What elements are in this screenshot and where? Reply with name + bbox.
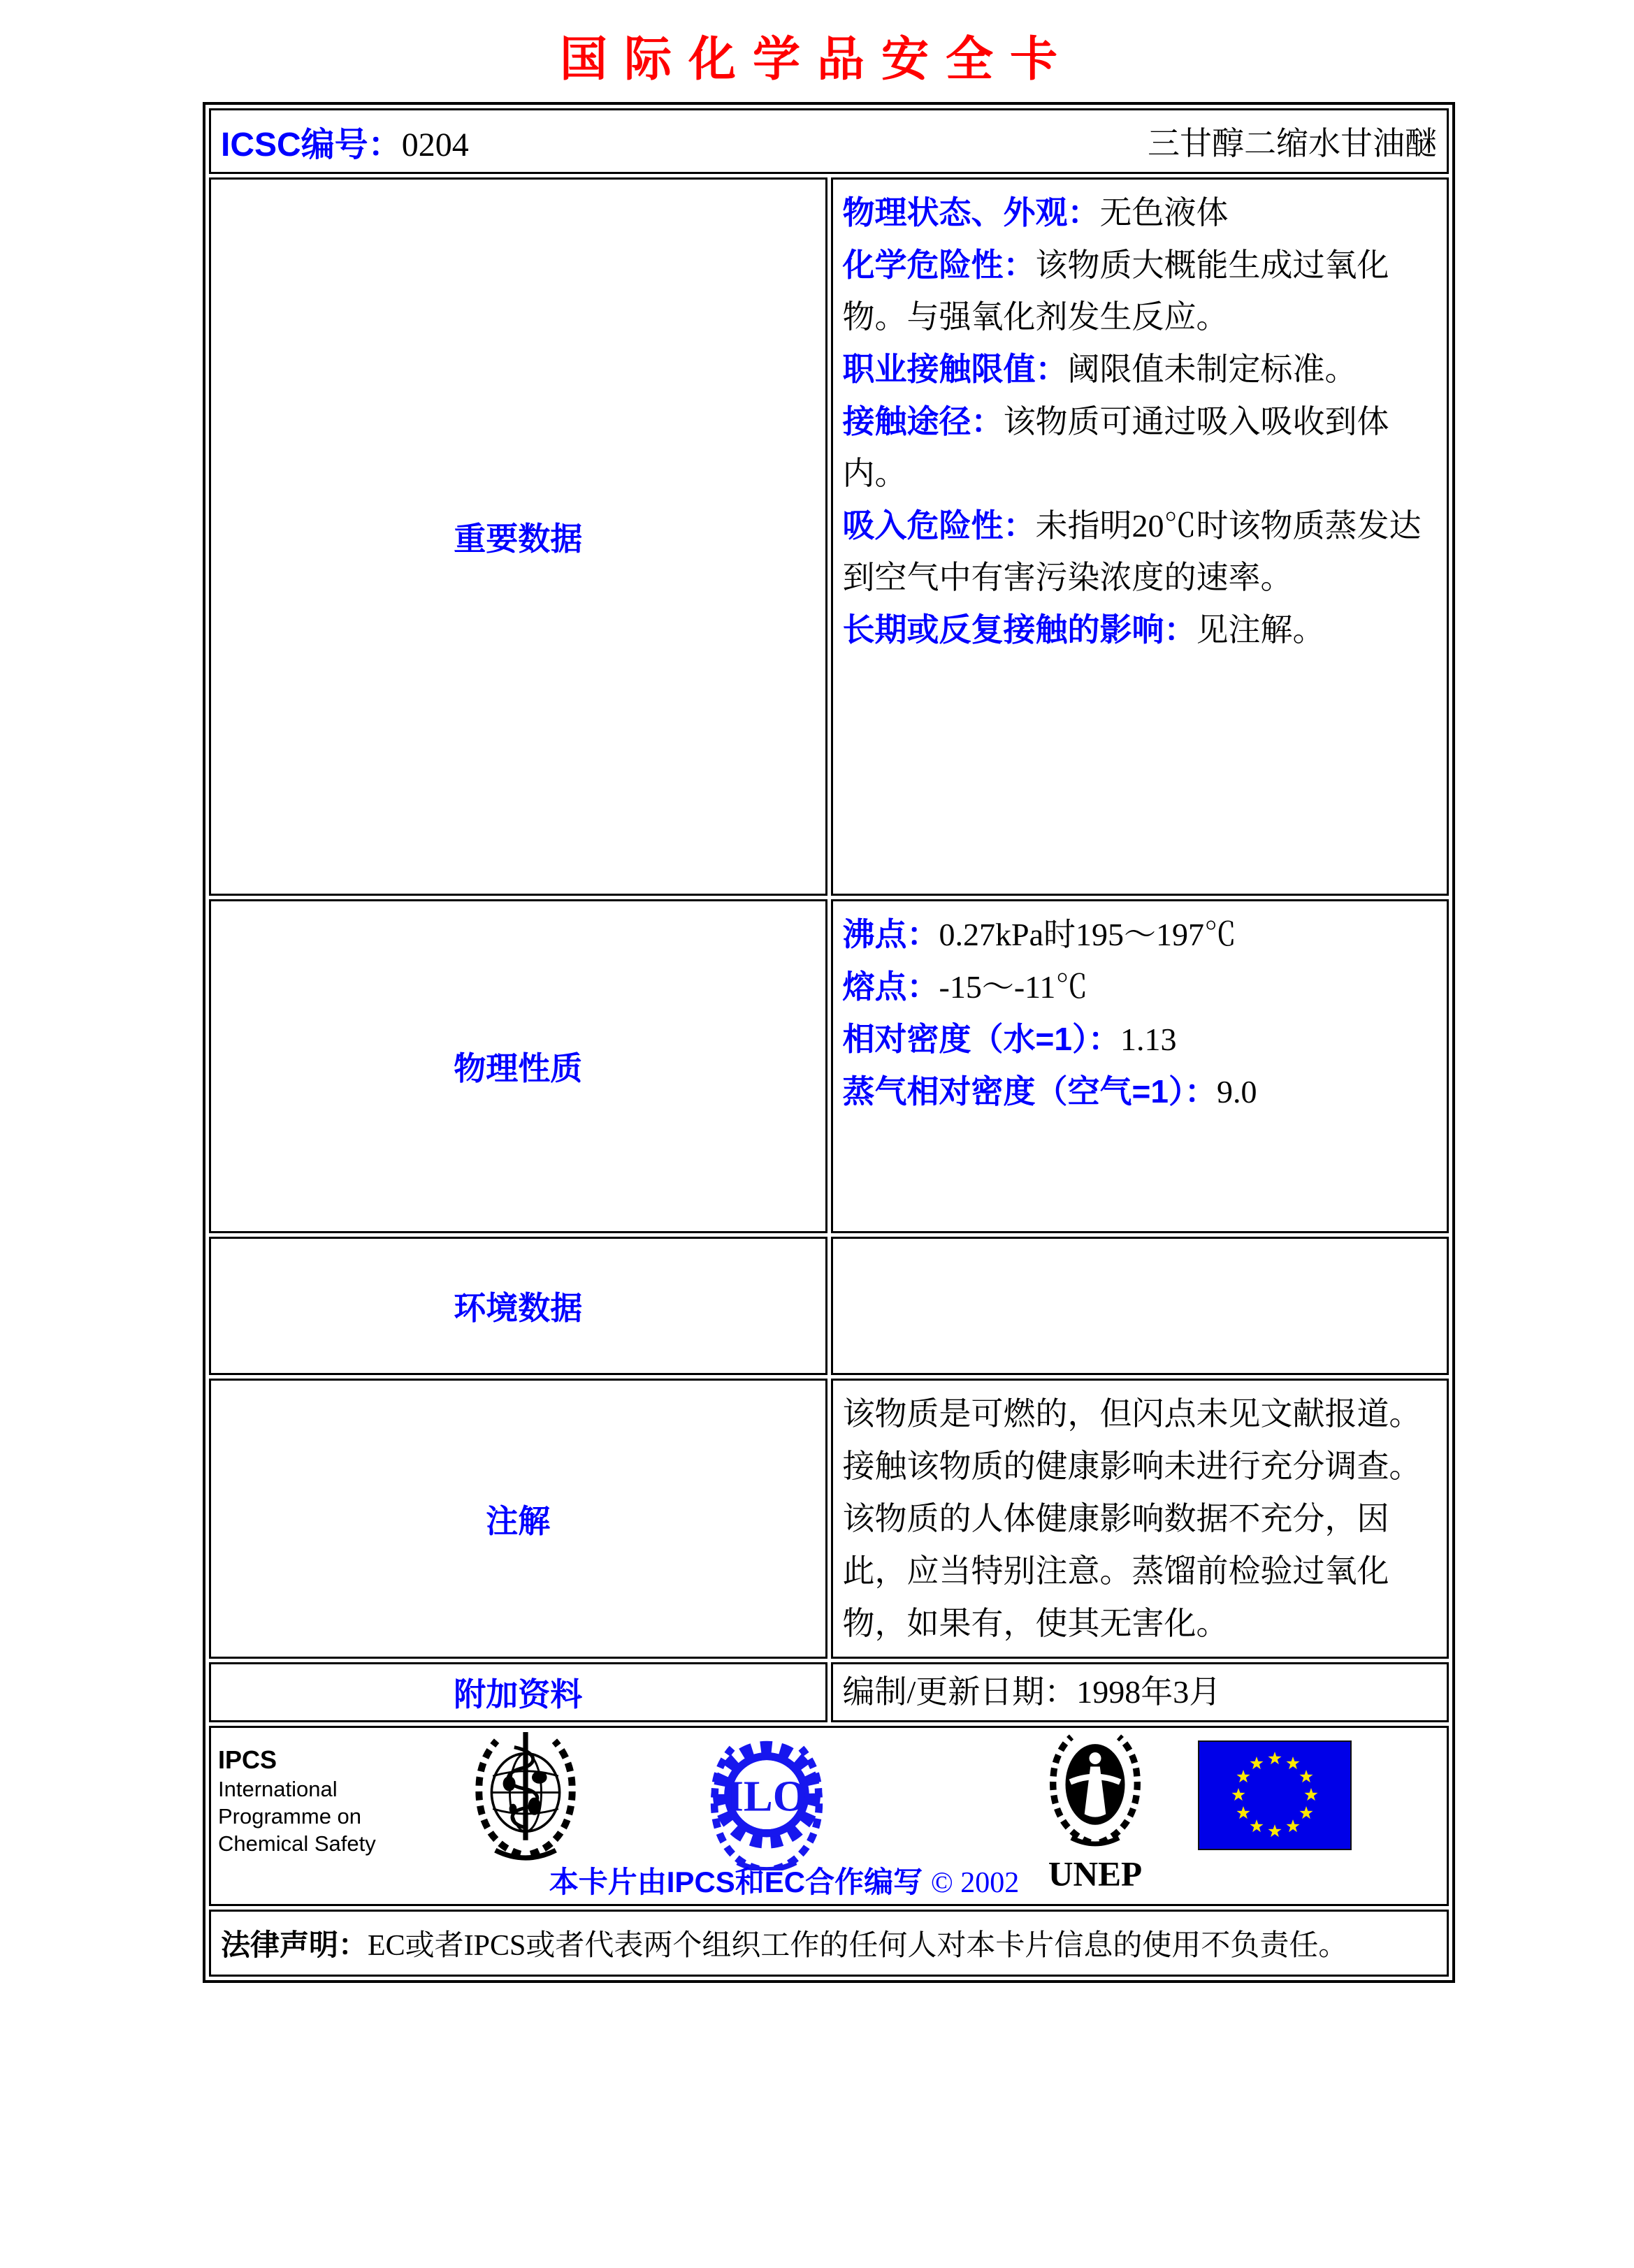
section-label-physical-properties: 物理性质: [209, 899, 827, 1233]
important-data-item: 吸入危险性：未指明20℃时该物质蒸发达到空气中有害污染浓度的速率。: [842, 507, 1422, 595]
copyright-text: © 2002: [930, 1867, 1020, 1899]
important-data-item: 物理状态、外观：无色液体: [842, 194, 1229, 231]
physical-property-item: 相对密度（水=1）：1.13: [842, 1021, 1177, 1057]
section-content-notes: [831, 1379, 1449, 1659]
ipcs-acronym: IPCS: [218, 1745, 277, 1774]
icsc-number-label: ICSC编号：: [221, 126, 402, 163]
section-content-physical-properties: [831, 899, 1449, 1233]
section-content-important-data: [831, 177, 1449, 896]
icsc-number-value: 0204: [401, 126, 469, 163]
important-data-item: 化学危险性：该物质大概能生成过氧化物。与强氧化剂发生反应。: [842, 247, 1389, 335]
ilo-logo-icon: [700, 1736, 833, 1874]
unep-wordmark: UNEP: [1048, 1854, 1143, 1893]
notes-paragraph: 该物质是可燃的，但闪点未见文献报道。接触该物质的健康影响未进行充分调查。该物质的人体健康影响数据不充分，因此，应当特别注意。蒸馏前检验过氧化物，如果有，使其无害化。: [842, 1396, 1422, 1641]
icsc-card-table: [203, 102, 1455, 1983]
ilo-wordmark: ILO: [726, 1771, 807, 1821]
physical-property-item: 熔点：-15～-11℃: [842, 968, 1088, 1005]
ipcs-text-block: IPCS International Programme on Chemical Safety: [218, 1745, 376, 1856]
organizations-footer: [209, 1726, 1449, 1906]
update-date-value: 1998年3月: [1076, 1674, 1222, 1710]
eu-flag-icon: [1198, 1740, 1352, 1854]
important-data-item: 接触途径：该物质可通过吸入吸收到体内。: [842, 403, 1389, 491]
card-header-row: [209, 108, 1449, 174]
icsc-number-group: [221, 117, 469, 166]
cooperation-caption: 本卡片由IPCS和EC合作编写 © 2002: [549, 1866, 1020, 1899]
section-label-additional-info: 附加资料: [209, 1662, 827, 1722]
section-label-environmental-data: 环境数据: [209, 1237, 827, 1375]
update-date-label: 编制/更新日期：: [842, 1674, 1077, 1710]
who-logo-icon: [463, 1729, 588, 1877]
important-data-item: 长期或反复接触的影响：见注解。: [842, 611, 1325, 648]
important-data-item: 职业接触限值：阈限值未制定标准。: [842, 351, 1357, 387]
legal-notice-row: [209, 1910, 1449, 1977]
legal-notice-label: 法律声明：: [221, 1928, 368, 1961]
section-content-environmental-data: [831, 1237, 1449, 1375]
section-label-important-data: 重要数据: [209, 177, 827, 896]
physical-property-item: 蒸气相对密度（空气=1）：9.0: [842, 1073, 1257, 1110]
section-content-additional-info: [831, 1662, 1449, 1722]
physical-property-item: 沸点：0.27kPa时195～197℃: [842, 916, 1236, 952]
chemical-name: 三甘醇二缩水甘油醚: [1148, 126, 1437, 161]
page-title: 国际化学品安全卡: [559, 33, 1074, 86]
legal-notice-text: EC或者IPCS或者代表两个组织工作的任何人对本卡片信息的使用不负责任。: [368, 1930, 1348, 1962]
section-label-notes: 注解: [209, 1379, 827, 1659]
